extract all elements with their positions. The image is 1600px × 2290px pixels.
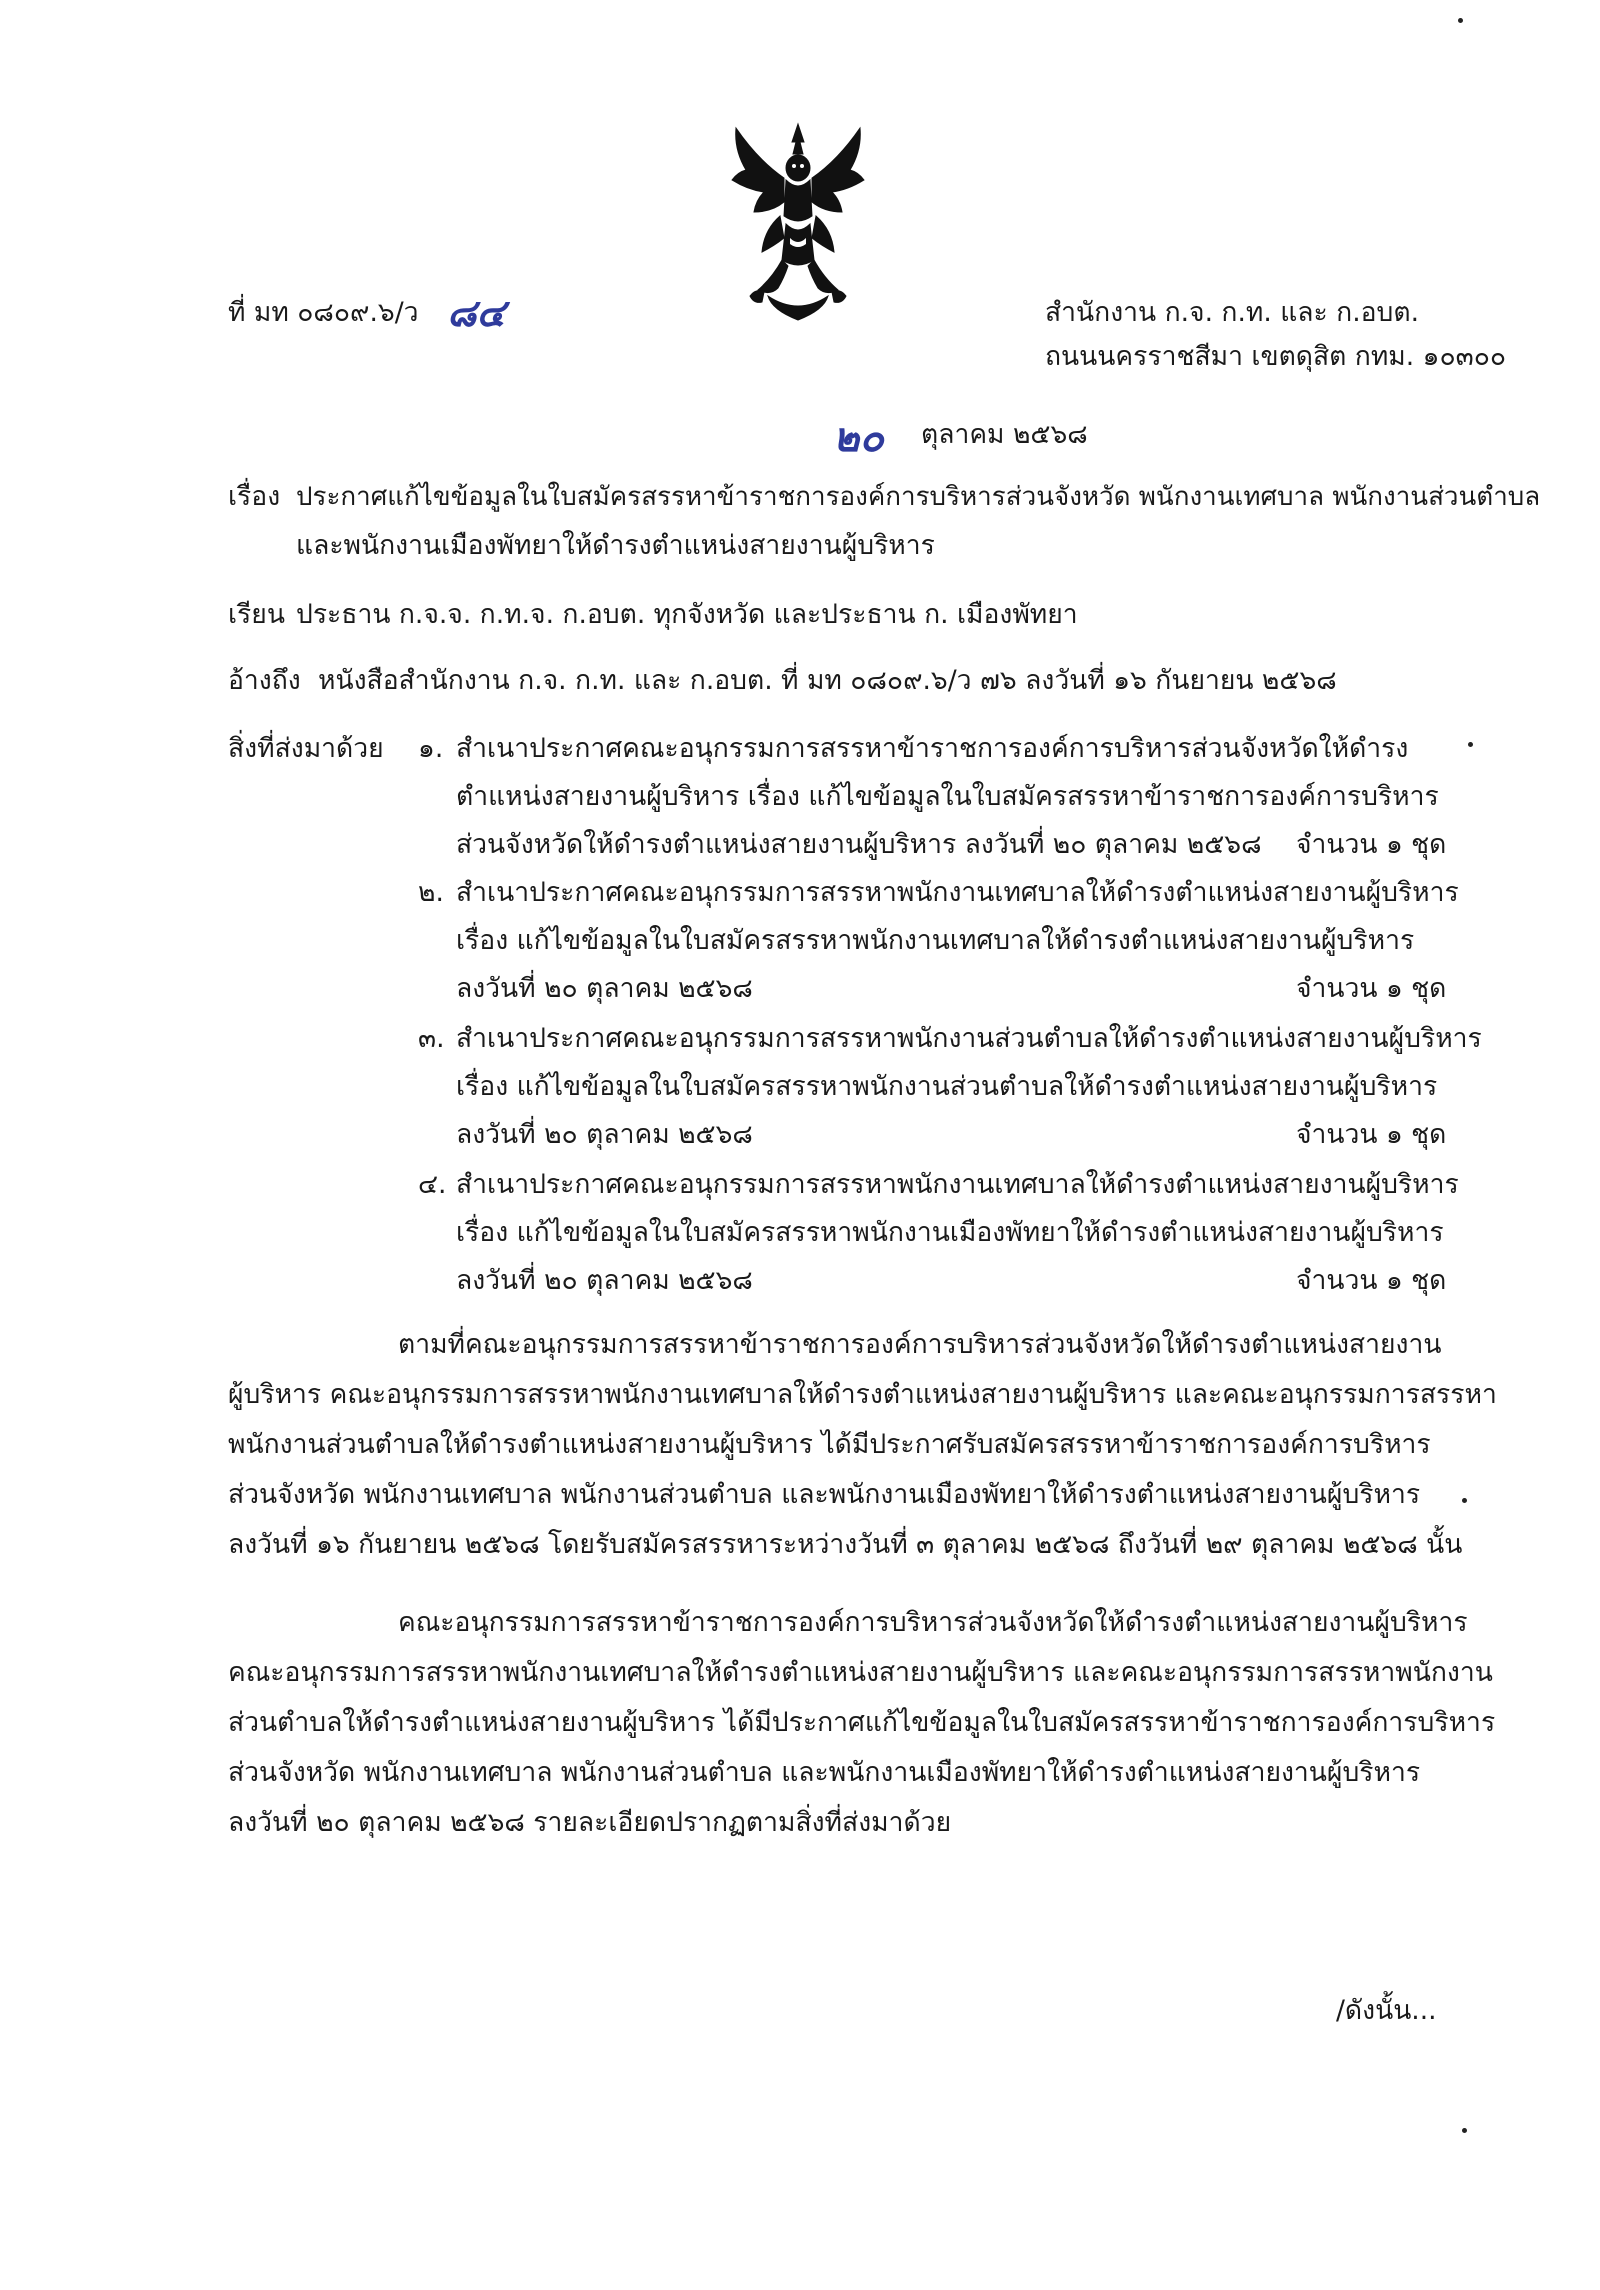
date-month-year: ตุลาคม ๒๕๖๘ bbox=[921, 419, 1088, 450]
enclosure-line: เรื่อง แก้ไขข้อมูลในใบสมัครสรรหาพนักงานเทศบาลให้ดำรงตำแหน่งสายงานผู้บริหาร bbox=[456, 925, 1415, 956]
office-address: ถนนนครราชสีมา เขตดุสิต กทม. ๑๐๓๐๐ bbox=[1045, 341, 1507, 372]
subject-line-1: ประกาศแก้ไขข้อมูลในใบสมัครสรรหาข้าราชการองค์การบริหารส่วนจังหวัด พนักงานเทศบาล พนักงานส่วนตำบล bbox=[296, 482, 1541, 512]
paragraph-line: ผู้บริหาร คณะอนุกรรมการสรรหาพนักงานเทศบาลให้ดำรงตำแหน่งสายงานผู้บริหาร และคณะอนุกรรมการสรรหา bbox=[228, 1379, 1497, 1410]
enclosure-quantity: จำนวน ๑ ชุด bbox=[1296, 973, 1447, 1004]
garuda-emblem-icon bbox=[728, 120, 868, 325]
continued-marker: /ดังนั้น... bbox=[1336, 1995, 1437, 2026]
enclosure-line: สำเนาประกาศคณะอนุกรรมการสรรหาข้าราชการองค์การบริหารส่วนจังหวัดให้ดำรง bbox=[456, 733, 1409, 764]
scan-speck bbox=[1468, 742, 1473, 747]
subject-line-2: และพนักงานเมืองพัทยาให้ดำรงตำแหน่งสายงานผู้บริหาร bbox=[296, 530, 935, 561]
paragraph-line: ส่วนจังหวัด พนักงานเทศบาล พนักงานส่วนตำบล และพนักงานเมืองพัทยาให้ดำรงตำแหน่งสายงานผู้บริหาร bbox=[228, 1757, 1421, 1788]
enclosure-quantity: จำนวน ๑ ชุด bbox=[1296, 1265, 1447, 1296]
enclosure-number: ๔. bbox=[418, 1169, 447, 1200]
handwritten-date-day: ๒๐ bbox=[833, 414, 884, 461]
scan-speck bbox=[1462, 1498, 1467, 1503]
enclosure-line: เรื่อง แก้ไขข้อมูลในใบสมัครสรรหาพนักงานเมืองพัทยาให้ดำรงตำแหน่งสายงานผู้บริหาร bbox=[456, 1217, 1444, 1248]
enclosure-line: เรื่อง แก้ไขข้อมูลในใบสมัครสรรหาพนักงานส่วนตำบลให้ดำรงตำแหน่งสายงานผู้บริหาร bbox=[456, 1071, 1438, 1102]
enclosures-label: สิ่งที่ส่งมาด้วย bbox=[228, 733, 384, 764]
paragraph-line: คณะอนุกรรมการสรรหาพนักงานเทศบาลให้ดำรงตำแหน่งสายงานผู้บริหาร และคณะอนุกรรมการสรรหาพนักงาน bbox=[228, 1657, 1493, 1688]
enclosure-line: ส่วนจังหวัดให้ดำรงตำแหน่งสายงานผู้บริหาร ลงวันที่ ๒๐ ตุลาคม ๒๕๖๘ bbox=[456, 829, 1262, 860]
reference-number-prefix: ที่ มท ๐๘๐๙.๖/ว bbox=[228, 297, 419, 328]
scan-speck bbox=[1458, 18, 1463, 23]
recipient-text: ประธาน ก.จ.จ. ก.ท.จ. ก.อบต. ทุกจังหวัด และประธาน ก. เมืองพัทยา bbox=[296, 599, 1078, 630]
reference-label: อ้างถึง bbox=[228, 665, 301, 696]
paragraph-line: พนักงานส่วนตำบลให้ดำรงตำแหน่งสายงานผู้บริหาร ได้มีประกาศรับสมัครสรรหาข้าราชการองค์การบริหาร bbox=[228, 1429, 1431, 1460]
subject-label: เรื่อง bbox=[228, 481, 281, 512]
handwritten-reference-number: ๘๔ bbox=[447, 290, 506, 335]
paragraph-line: ส่วนตำบลให้ดำรงตำแหน่งสายงานผู้บริหาร ได้มีประกาศแก้ไขข้อมูลในใบสมัครสรรหาข้าราชการองค์การบริหาร bbox=[228, 1707, 1496, 1738]
enclosure-line: สำเนาประกาศคณะอนุกรรมการสรรหาพนักงานส่วนตำบลให้ดำรงตำแหน่งสายงานผู้บริหาร bbox=[456, 1023, 1482, 1054]
reference-text: หนังสือสำนักงาน ก.จ. ก.ท. และ ก.อบต. ที่ มท ๐๘๐๙.๖/ว ๗๖ ลงวันที่ ๑๖ กันยายน ๒๕๖๘ bbox=[318, 665, 1337, 696]
enclosure-line: ลงวันที่ ๒๐ ตุลาคม ๒๕๖๘ bbox=[456, 1265, 753, 1296]
enclosure-quantity: จำนวน ๑ ชุด bbox=[1296, 1119, 1447, 1150]
enclosure-line: สำเนาประกาศคณะอนุกรรมการสรรหาพนักงานเทศบาลให้ดำรงตำแหน่งสายงานผู้บริหาร bbox=[456, 1169, 1459, 1200]
paragraph-line: ลงวันที่ ๒๐ ตุลาคม ๒๕๖๘ รายละเอียดปรากฏตามสิ่งที่ส่งมาด้วย bbox=[228, 1807, 952, 1838]
enclosure-number: ๒. bbox=[418, 877, 444, 908]
enclosure-line: ตำแหน่งสายงานผู้บริหาร เรื่อง แก้ไขข้อมูลในใบสมัครสรรหาข้าราชการองค์การบริหาร bbox=[456, 781, 1439, 812]
paragraph-line: ลงวันที่ ๑๖ กันยายน ๒๕๖๘ โดยรับสมัครสรรหาระหว่างวันที่ ๓ ตุลาคม ๒๕๖๘ ถึงวันที่ ๒๙ ตุลาคม ๒๕๖๘ นั้น bbox=[228, 1529, 1463, 1560]
enclosure-number: ๓. bbox=[418, 1023, 445, 1054]
enclosure-line: ลงวันที่ ๒๐ ตุลาคม ๒๕๖๘ bbox=[456, 973, 753, 1004]
enclosure-number: ๑. bbox=[418, 733, 444, 764]
enclosure-quantity: จำนวน ๑ ชุด bbox=[1296, 829, 1447, 860]
enclosure-line: สำเนาประกาศคณะอนุกรรมการสรรหาพนักงานเทศบาลให้ดำรงตำแหน่งสายงานผู้บริหาร bbox=[456, 877, 1459, 908]
recipient-label: เรียน bbox=[228, 599, 285, 630]
scan-speck bbox=[1462, 2128, 1467, 2133]
paragraph-line: ตามที่คณะอนุกรรมการสรรหาข้าราชการองค์การบริหารส่วนจังหวัดให้ดำรงตำแหน่งสายงาน bbox=[398, 1329, 1442, 1360]
paragraph-line: ส่วนจังหวัด พนักงานเทศบาล พนักงานส่วนตำบล และพนักงานเมืองพัทยาให้ดำรงตำแหน่งสายงานผู้บริหาร bbox=[228, 1479, 1421, 1510]
enclosure-line: ลงวันที่ ๒๐ ตุลาคม ๒๕๖๘ bbox=[456, 1119, 753, 1150]
paragraph-line: คณะอนุกรรมการสรรหาข้าราชการองค์การบริหารส่วนจังหวัดให้ดำรงตำแหน่งสายงานผู้บริหาร bbox=[398, 1607, 1468, 1638]
office-name: สำนักงาน ก.จ. ก.ท. และ ก.อบต. bbox=[1045, 297, 1420, 328]
